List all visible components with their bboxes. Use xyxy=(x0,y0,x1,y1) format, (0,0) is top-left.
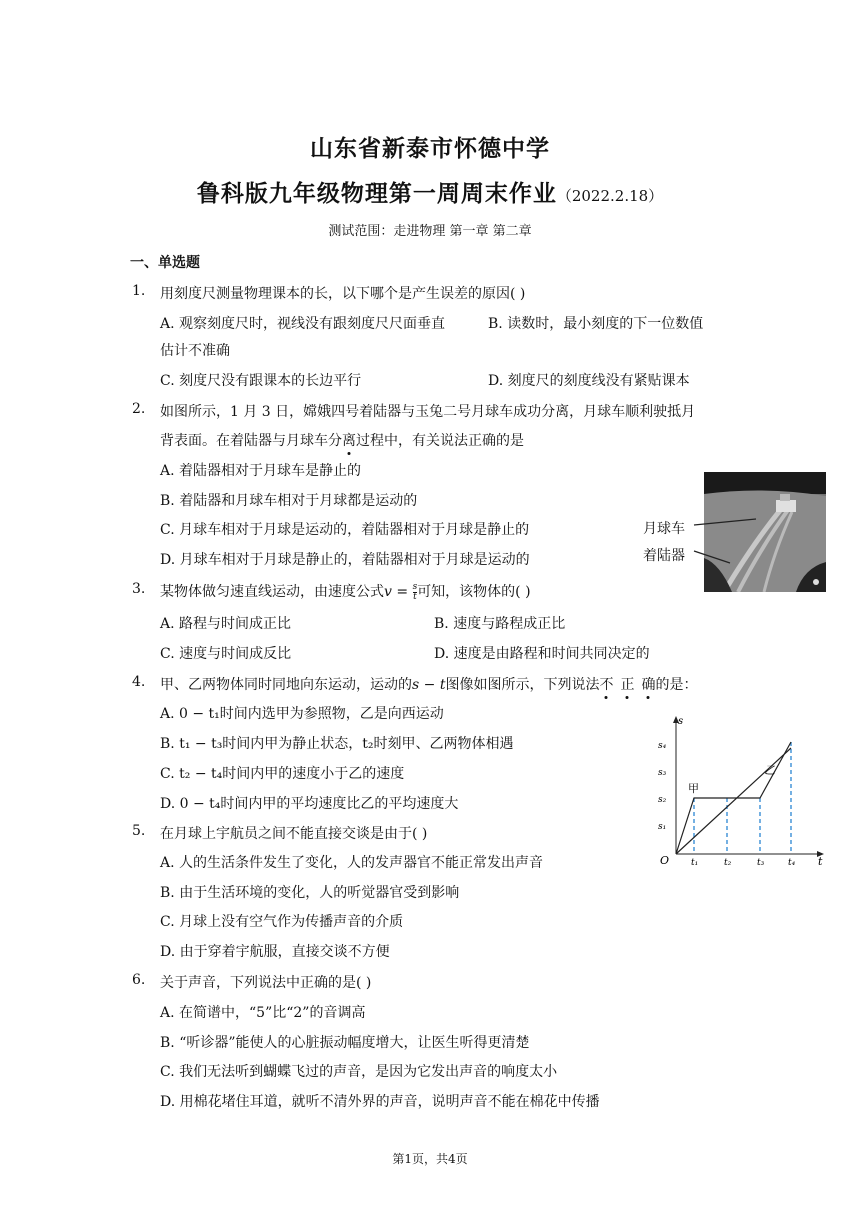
option-label: D. xyxy=(160,552,176,568)
option-b xyxy=(488,313,703,333)
option-label: A. xyxy=(160,316,175,332)
option-text: 月球上没有空气作为传播声音的介质 xyxy=(179,914,404,930)
option-label: B. xyxy=(160,736,175,752)
y-tick-s3: s₃ xyxy=(658,768,667,778)
option-label: C. xyxy=(160,914,175,930)
option-a xyxy=(160,313,445,333)
option-text: 0 − t₁时间内选甲为参照物，乙是向西运动 xyxy=(179,706,444,722)
option-a xyxy=(160,613,291,633)
text-part: 过程中，有关说法正确的是 xyxy=(356,433,524,449)
y-tick-s2: s₂ xyxy=(658,795,667,805)
figure-pointer-lines xyxy=(690,515,760,565)
option-label: C. xyxy=(160,646,175,662)
option-b xyxy=(160,490,417,510)
question-number: 1. xyxy=(132,283,146,299)
fraction-numerator: s xyxy=(412,581,418,592)
page-footer: 第1页，共4页 xyxy=(392,1152,468,1166)
option-c xyxy=(160,1061,557,1081)
option-text: 人的生活条件发生了变化，人的发声器官不能正常发出声音 xyxy=(179,855,544,871)
option-c xyxy=(160,763,404,783)
option-label: C. xyxy=(160,1064,175,1080)
question-text: 关于声音，下列说法中正确的是( ) xyxy=(160,975,372,991)
x-tick-t4: t₄ xyxy=(788,858,796,868)
label-yi: 乙 xyxy=(764,764,775,777)
option-label: B. xyxy=(160,493,175,509)
option-text: 由于生活环境的变化，人的听觉器官受到影响 xyxy=(179,885,460,901)
option-text: 速度与路程成正比 xyxy=(453,616,566,632)
question-text xyxy=(160,674,697,694)
option-text: 由于穿着宇航服，直接交谈不方便 xyxy=(179,944,390,960)
formula-eq: = xyxy=(391,584,413,600)
option-text: 刻度尺的刻度线没有紧贴课本 xyxy=(507,373,690,389)
option-label: A. xyxy=(160,1005,175,1021)
option-label: D. xyxy=(434,646,450,662)
option-text: 月球车相对于月球是运动的，着陆器相对于月球是静止的 xyxy=(179,522,530,538)
option-label: D. xyxy=(160,1094,176,1110)
series-jia-line xyxy=(676,742,791,854)
option-c xyxy=(160,911,403,931)
option-text: 刻度尺没有跟课本的长边平行 xyxy=(179,373,362,389)
option-text: 我们无法听到蝴蝶飞过的声音，是因为它发出声音的响度太小 xyxy=(179,1064,558,1080)
emphasized-char: 正 xyxy=(620,677,635,693)
option-text: 着陆器相对于月球车是静止的 xyxy=(179,463,362,479)
text-part: 可知，该物体的( ) xyxy=(417,584,531,600)
option-d xyxy=(160,941,390,961)
option-d xyxy=(160,1091,600,1111)
title-main: 鲁科版九年级物理第一周周末作业 xyxy=(196,181,557,207)
option-d xyxy=(434,643,650,663)
option-d xyxy=(160,793,458,813)
option-label: D. xyxy=(488,373,504,389)
question-number: 3. xyxy=(132,581,146,597)
x-axis-label: t xyxy=(818,855,823,868)
option-label: C. xyxy=(160,766,175,782)
emphasized-char: 不 xyxy=(599,677,614,693)
s-t-graph xyxy=(640,712,830,868)
option-label: A. xyxy=(160,463,175,479)
question-text: 如图所示，1 月 3 日，嫦娥四号着陆器与玉兔二号月球车成功分离，月球车顺利驶抵月 xyxy=(160,404,696,420)
option-b xyxy=(160,882,459,902)
option-a xyxy=(160,1002,365,1022)
question-text: 用刻度尺测量物理课本的长，以下哪个是产生误差的原因( ) xyxy=(160,286,526,302)
question-text xyxy=(160,581,531,602)
option-c xyxy=(160,519,529,539)
option-label: A. xyxy=(160,616,175,632)
option-c xyxy=(160,370,361,390)
rover-label: 月球车 xyxy=(643,521,685,537)
option-label: B. xyxy=(160,1035,175,1051)
option-b xyxy=(160,1032,530,1052)
option-text: 0 − t₄时间内甲的平均速度比乙的平均速度大 xyxy=(179,796,459,812)
question-number: 5. xyxy=(132,823,146,839)
option-label: A. xyxy=(160,706,175,722)
option-text: “听诊器”能使人的心脏振动幅度增大，让医生听得更清楚 xyxy=(179,1035,530,1051)
x-tick-t1: t₁ xyxy=(691,858,699,868)
document-title xyxy=(0,175,860,208)
option-a xyxy=(160,460,361,480)
text-part: 甲、乙两物体同时同地向东运动，运动的 xyxy=(160,677,412,693)
option-text: t₁ − t₃时间内甲为静止状态，t₂时刻甲、乙两物体相遇 xyxy=(179,736,514,752)
option-d xyxy=(488,370,690,390)
question-number: 6. xyxy=(132,972,146,988)
section-heading: 一、单选题 xyxy=(130,255,200,271)
text-part: 的是： xyxy=(655,677,698,693)
origin-label: O xyxy=(660,854,670,867)
emphasized-char: 离 xyxy=(342,433,356,449)
question-number: 2. xyxy=(132,401,146,417)
option-text: 在简谱中，“5”比“2”的音调高 xyxy=(179,1005,366,1021)
option-b-continued: 估计不准确 xyxy=(160,343,230,359)
option-text: 速度与时间成反比 xyxy=(179,646,292,662)
title-date: （2022.2.18） xyxy=(556,187,664,205)
option-a xyxy=(160,852,543,872)
school-title: 山东省新泰市怀德中学 xyxy=(310,136,550,162)
option-text: 读数时，最小刻度的下一位数值 xyxy=(507,316,704,332)
option-label: B. xyxy=(434,616,449,632)
fraction-denominator: t xyxy=(413,591,417,602)
test-scope: 测试范围：走进物理 第一章 第二章 xyxy=(328,224,532,239)
option-text: 观察刻度尺时，视线没有跟刻度尺尺面垂直 xyxy=(179,316,446,332)
text-part: 图像如图所示，下列说法 xyxy=(445,677,600,693)
option-b xyxy=(434,613,565,633)
option-text: 月球车相对于月球是静止的，着陆器相对于月球是运动的 xyxy=(179,552,530,568)
text-part: 背表面。在着陆器与月球车分 xyxy=(160,433,342,449)
option-d xyxy=(160,549,530,569)
option-label: D. xyxy=(160,944,176,960)
question-text: 在月球上宇航员之间不能直接交谈是由于( ) xyxy=(160,826,428,842)
option-text: 速度是由路程和时间共同决定的 xyxy=(453,646,650,662)
text-part: 某物体做匀速直线运动，由速度公式 xyxy=(160,584,384,600)
y-tick-s1: s₁ xyxy=(658,822,667,832)
option-text: t₂ − t₄时间内甲的速度小于乙的速度 xyxy=(179,766,405,782)
y-tick-s4: s₄ xyxy=(658,741,667,751)
option-label: D. xyxy=(160,796,176,812)
lander-label: 着陆器 xyxy=(643,548,685,564)
option-a xyxy=(160,703,444,723)
question-number: 4. xyxy=(132,674,146,690)
emphasized-char: 确 xyxy=(641,677,656,693)
x-tick-t3: t₃ xyxy=(757,858,765,868)
option-label: B. xyxy=(160,885,175,901)
option-label: C. xyxy=(160,522,175,538)
option-text: 用棉花堵住耳道，就听不清外界的声音，说明声音不能在棉花中传播 xyxy=(179,1094,600,1110)
option-label: C. xyxy=(160,373,175,389)
option-text: 着陆器和月球车相对于月球都是运动的 xyxy=(179,493,418,509)
y-axis-label: s xyxy=(678,716,684,727)
question-text-line2 xyxy=(160,430,524,450)
x-tick-t2: t₂ xyxy=(724,858,732,868)
option-b xyxy=(160,733,514,753)
option-label: A. xyxy=(160,855,175,871)
option-label: B. xyxy=(488,316,503,332)
label-jia: 甲 xyxy=(688,782,699,795)
formula-st: s − t xyxy=(412,677,446,693)
option-text: 路程与时间成正比 xyxy=(179,616,292,632)
formula-v: v xyxy=(384,584,392,600)
option-c xyxy=(160,643,291,663)
